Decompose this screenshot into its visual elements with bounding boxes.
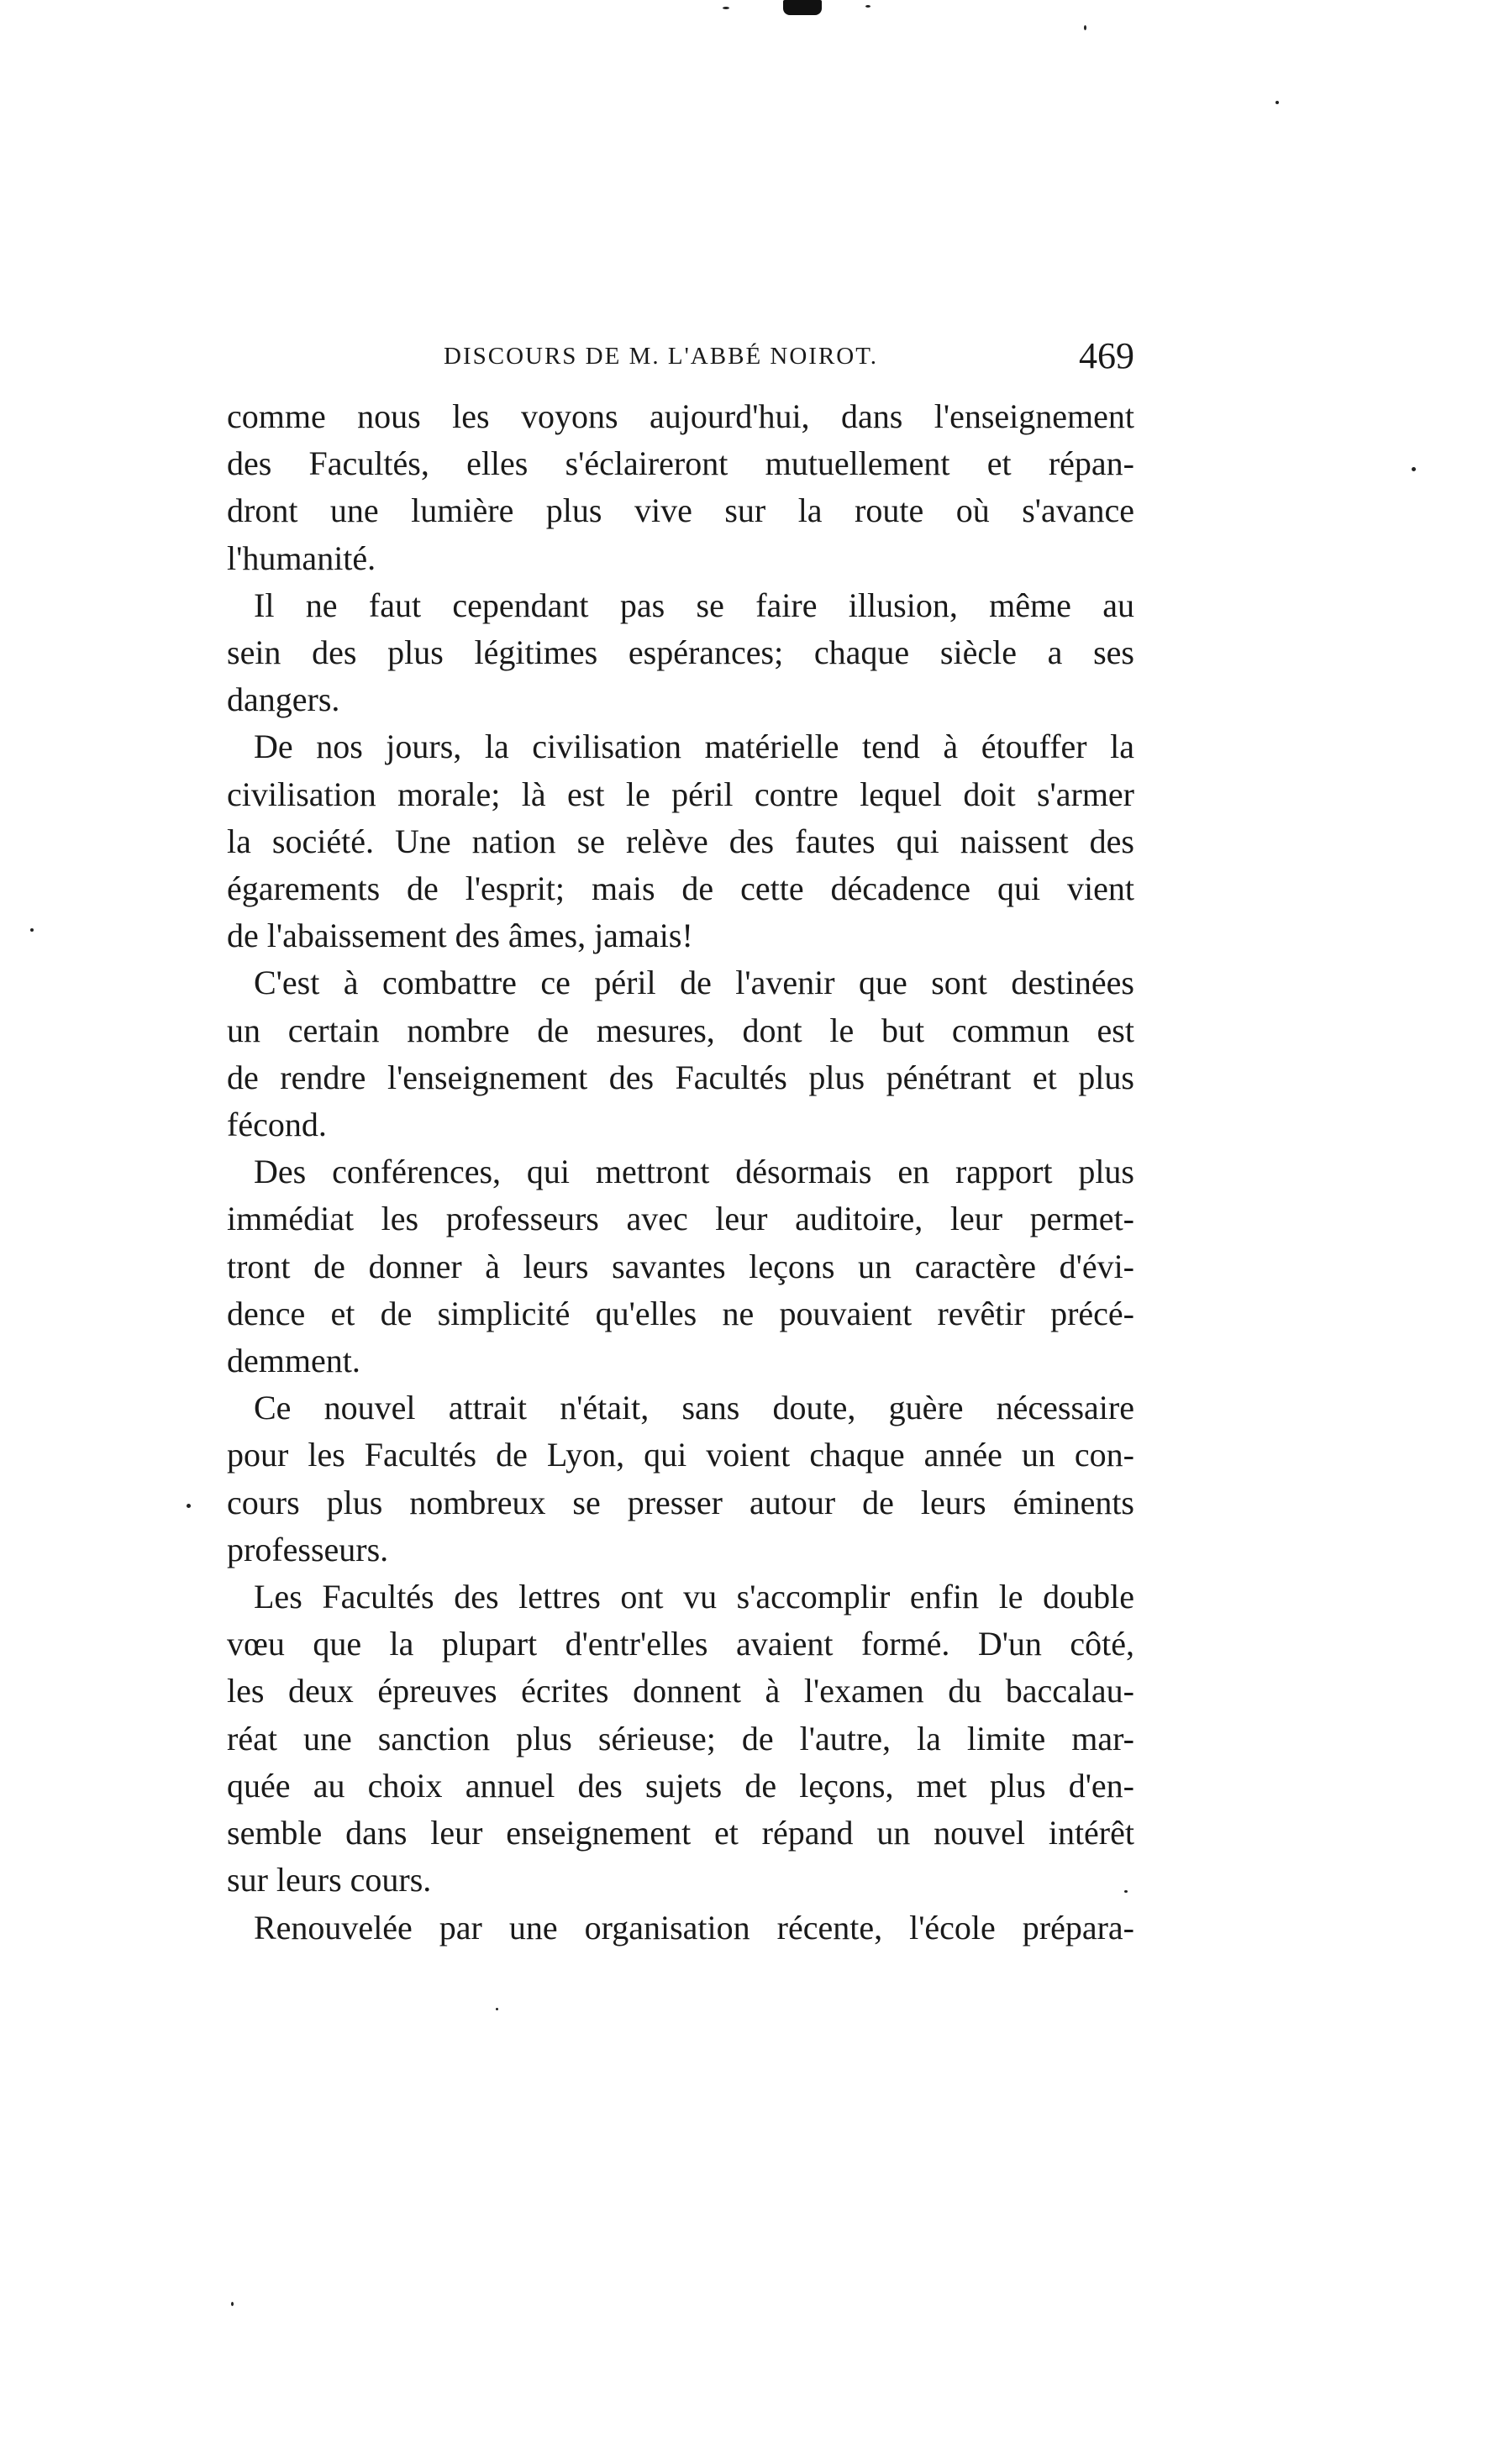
text-line: dront une lumière plus vive sur la route où s'avance [227,491,1134,530]
text-line: de rendre l'enseignement des Facultés plus pénétrant et plus [227,1058,1134,1096]
text-line: sein des plus légitimes espérances; chaque siècle a ses [227,633,1134,672]
text-line: de l'abaissement des âmes, jamais! [227,917,693,955]
text-line: Des conférences, qui mettront désormais en rapport plus [254,1153,1134,1191]
binding-mark [783,0,822,15]
text-line: Il ne faut cependant pas se faire illusion, même au [254,586,1134,624]
body-text [227,393,1134,1952]
text-line: comme nous les voyons aujourd'hui, dans l'enseignement [227,397,1134,435]
scan-speck [1124,1890,1128,1893]
text-line: Renouvelée par une organisation récente, l'école prépara- [254,1908,1134,1947]
text-line: dence et de simplicité qu'elles ne pouvaient revêtir précé- [227,1294,1134,1332]
text-line: un certain nombre de mesures, dont le but commun est [227,1011,1134,1049]
scan-speck [496,2008,498,2010]
text-line: dangers. [227,680,340,719]
scan-speck [231,2302,234,2306]
text-line: immédiat les professeurs avec leur auditoire, leur permet- [227,1200,1134,1238]
scan-speck [865,5,870,8]
scan-speck [723,7,729,9]
text-line: sur leurs cours. [227,1861,432,1899]
text-line: pour les Facultés de Lyon, qui voient chaque année un con- [227,1436,1134,1474]
text-line: l'humanité. [227,539,376,577]
text-line: De nos jours, la civilisation matérielle tend à étouffer la [254,728,1134,766]
text-line: réat une sanction plus sérieuse; de l'autre, la limite mar- [227,1719,1134,1757]
scan-speck [187,1504,191,1508]
text-line: Les Facultés des lettres ont vu s'accomplir enfin le double [254,1578,1134,1616]
text-line: demment. [227,1342,360,1380]
text-line: professeurs. [227,1530,389,1568]
text-line: fécond. [227,1106,327,1144]
text-line: vœu que la plupart d'entr'elles avaient formé. D'un côté, [227,1625,1134,1663]
text-line: C'est à combattre ce péril de l'avenir que sont destinées [254,964,1134,1002]
text-line: Ce nouvel attrait n'était, sans doute, guère nécessaire [254,1389,1134,1427]
text-line: semble dans leur enseignement et répand un nouvel intérêt [227,1814,1134,1852]
text-line: cours plus nombreux se presser autour de leurs éminents [227,1483,1134,1521]
scan-speck [1412,467,1416,471]
text-line: égarements de l'esprit; mais de cette décadence qui vient [227,869,1134,908]
scan-speck [30,928,34,932]
text-line: tront de donner à leurs savantes leçons un caractère d'évi- [227,1247,1134,1285]
scan-speck [1275,101,1279,104]
text-line: quée au choix annuel des sujets de leçons, met plus d'en- [227,1766,1134,1805]
scan-speck [1084,25,1086,30]
page-number: 469 [1079,335,1134,376]
text-line: des Facultés, elles s'éclaireront mutuellement et répan- [227,444,1134,483]
running-title: DISCOURS DE M. L'ABBÉ NOIROT. [444,343,879,370]
running-head [227,334,1134,385]
text-line: civilisation morale; là est le péril contre lequel doit s'armer [227,775,1134,813]
text-line: les deux épreuves écrites donnent à l'examen du baccalau- [227,1672,1134,1710]
text-line: la société. Une nation se relève des fautes qui naissent des [227,822,1134,860]
